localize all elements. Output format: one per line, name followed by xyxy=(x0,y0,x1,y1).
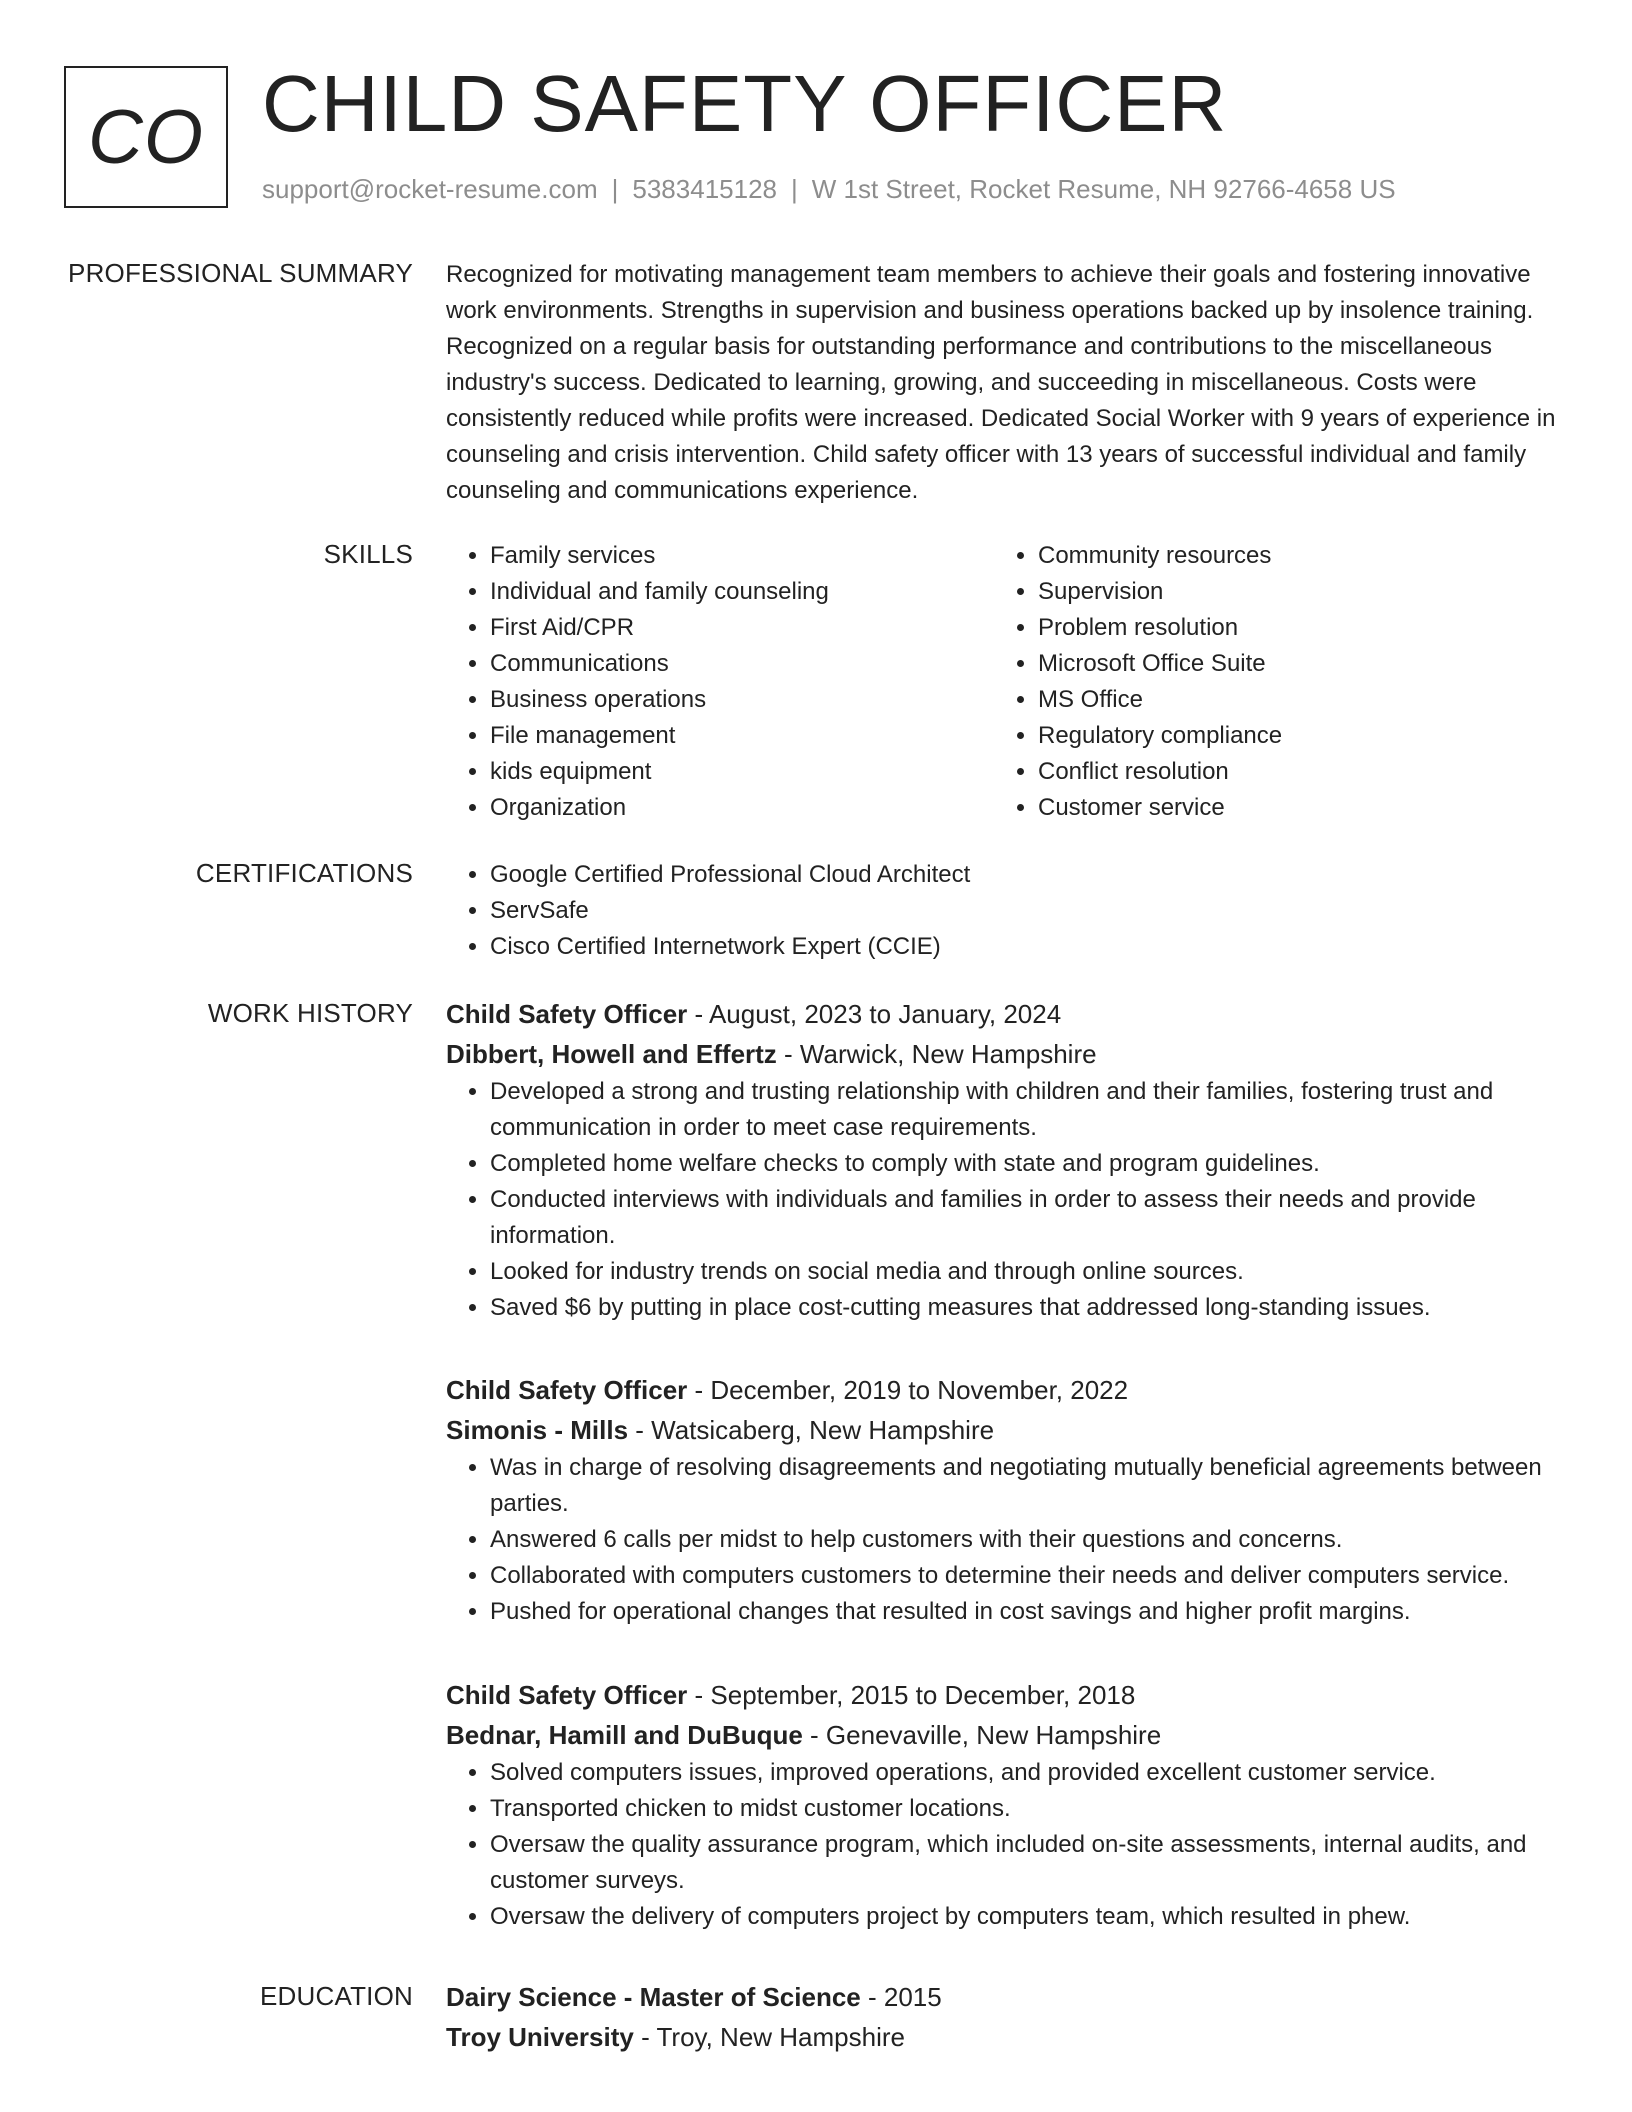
skill-item: • Business operations xyxy=(490,682,994,718)
job-company-line xyxy=(446,1034,1566,1074)
skills-list-left xyxy=(446,538,994,826)
job-title-line xyxy=(446,1675,1566,1715)
job-bullet: • Oversaw the quality assurance program, which included on-site assessments, internal audits, and customer surveys. xyxy=(490,1827,1566,1899)
contact-email[interactable]: support@rocket-resume.com xyxy=(262,174,598,204)
job-company: Bednar, Hamill and DuBuque xyxy=(446,1720,803,1750)
certifications-heading: CERTIFICATIONS xyxy=(195,858,413,888)
job-entry xyxy=(446,994,1566,1326)
job-title: Child Safety Officer xyxy=(446,999,688,1029)
skills-heading: SKILLS xyxy=(323,539,413,569)
job-bullet: • Pushed for operational changes that resulted in cost savings and higher profit margins. xyxy=(490,1594,1566,1630)
skill-item: • Organization xyxy=(490,790,994,826)
skill-item: • MS Office xyxy=(1038,682,1542,718)
contact-separator: | xyxy=(611,174,619,204)
job-company-line xyxy=(446,1410,1566,1450)
skills-section xyxy=(446,538,1566,826)
certifications-section xyxy=(446,857,1566,965)
skill-item: • Communications xyxy=(490,646,994,682)
job-bullet: • Developed a strong and trusting relationship with children and their families, fostering trust and communication in order to meet case requirements. xyxy=(490,1074,1566,1146)
job-company: Dibbert, Howell and Effertz xyxy=(446,1039,777,1069)
skill-item: • Customer service xyxy=(1038,790,1542,826)
job-title: Child Safety Officer xyxy=(446,1680,688,1710)
summary-heading: PROFESSIONAL SUMMARY xyxy=(68,258,413,288)
skill-item: • Regulatory compliance xyxy=(1038,718,1542,754)
education-location: - Troy, New Hampshire xyxy=(633,2022,905,2052)
job-bullets xyxy=(446,1450,1566,1630)
skills-list-right xyxy=(994,538,1542,826)
skill-item: • Conflict resolution xyxy=(1038,754,1542,790)
job-title-line xyxy=(446,994,1566,1034)
contact-separator: | xyxy=(791,174,798,204)
job-title-line xyxy=(446,1370,1566,1410)
job-company-line xyxy=(446,1715,1566,1755)
job-dates: - September, 2015 to December, 2018 xyxy=(687,1680,1136,1710)
education-heading: EDUCATION xyxy=(260,1981,413,2011)
skill-item: • Supervision xyxy=(1038,574,1542,610)
job-title: Child Safety Officer xyxy=(446,1375,688,1405)
job-bullet: • Was in charge of resolving disagreements and negotiating mutually beneficial agreements between parties. xyxy=(490,1450,1566,1522)
job-dates: - August, 2023 to January, 2024 xyxy=(687,999,1062,1029)
summary-section xyxy=(446,257,1566,509)
skill-item: • Individual and family counseling xyxy=(490,574,994,610)
job-company: Simonis - Mills xyxy=(446,1415,629,1445)
job-bullet: • Collaborated with computers customers to determine their needs and deliver computers service. xyxy=(490,1558,1566,1594)
job-bullet: • Completed home welfare checks to comply with state and program guidelines. xyxy=(490,1146,1566,1182)
education-degree-line xyxy=(446,1977,1566,2017)
job-entry xyxy=(446,1370,1566,1630)
education-section xyxy=(446,1977,1566,2057)
job-bullets xyxy=(446,1074,1566,1326)
job-bullet: • Oversaw the delivery of computers project by computers team, which resulted in phew. xyxy=(490,1899,1566,1935)
job-bullet: • Transported chicken to midst customer locations. xyxy=(490,1791,1566,1827)
job-bullet: • Saved $6 by putting in place cost-cutting measures that addressed long-standing issues. xyxy=(490,1290,1566,1326)
summary-text: Recognized for motivating management team members to achieve their goals and fostering innovative work environments. Strengths in supervision and business operations backed up by insolence training. Recognized on a regular basis for outstanding performance and contributions to the miscellaneous industry's success. Dedicated to learning, growing, and succeeding in miscellaneous. Costs were consistently reduced while profits were increased. Dedicated Social Worker with 9 years of experience in counseling and crisis intervention. Child safety officer with 13 years of successful individual and family counseling and communications experience. xyxy=(446,261,1556,504)
job-bullet: • Solved computers issues, improved operations, and provided excellent customer service. xyxy=(490,1755,1566,1791)
education-school: Troy University xyxy=(446,2022,634,2052)
monogram: CO xyxy=(64,66,228,208)
skill-item: • Problem resolution xyxy=(1038,610,1542,646)
skill-item: • Family services xyxy=(490,538,994,574)
certification-item: • Google Certified Professional Cloud Architect xyxy=(490,857,1566,893)
job-bullet: • Conducted interviews with individuals and families in order to assess their needs and provide information. xyxy=(490,1182,1566,1254)
certification-item: • ServSafe xyxy=(490,893,1566,929)
skill-item: • First Aid/CPR xyxy=(490,610,994,646)
education-degree: Dairy Science - Master of Science xyxy=(446,1982,861,2012)
job-bullets xyxy=(446,1755,1566,1935)
job-location: - Genevaville, New Hampshire xyxy=(802,1720,1162,1750)
certification-item: • Cisco Certified Internetwork Expert (CCIE) xyxy=(490,929,1566,965)
contact-line xyxy=(262,174,1396,205)
education-school-line xyxy=(446,2017,1566,2057)
skill-item: • Community resources xyxy=(1038,538,1542,574)
job-entry xyxy=(446,1675,1566,1935)
skill-item: • Microsoft Office Suite xyxy=(1038,646,1542,682)
contact-phone[interactable]: 5383415128 xyxy=(632,174,777,204)
skill-item: • kids equipment xyxy=(490,754,994,790)
job-location: - Watsicaberg, New Hampshire xyxy=(628,1415,995,1445)
contact-address: W 1st Street, Rocket Resume, NH 92766-4658 US xyxy=(811,174,1396,204)
job-dates: - December, 2019 to November, 2022 xyxy=(687,1375,1129,1405)
job-location: - Warwick, New Hampshire xyxy=(776,1039,1097,1069)
work-history-heading: WORK HISTORY xyxy=(207,998,413,1028)
job-bullet: • Answered 6 calls per midst to help customers with their questions and concerns. xyxy=(490,1522,1566,1558)
education-year: - 2015 xyxy=(860,1982,942,2012)
resume-title: CHILD SAFETY OFFICER xyxy=(262,59,1228,148)
skill-item: • File management xyxy=(490,718,994,754)
job-bullet: • Looked for industry trends on social media and through online sources. xyxy=(490,1254,1566,1290)
